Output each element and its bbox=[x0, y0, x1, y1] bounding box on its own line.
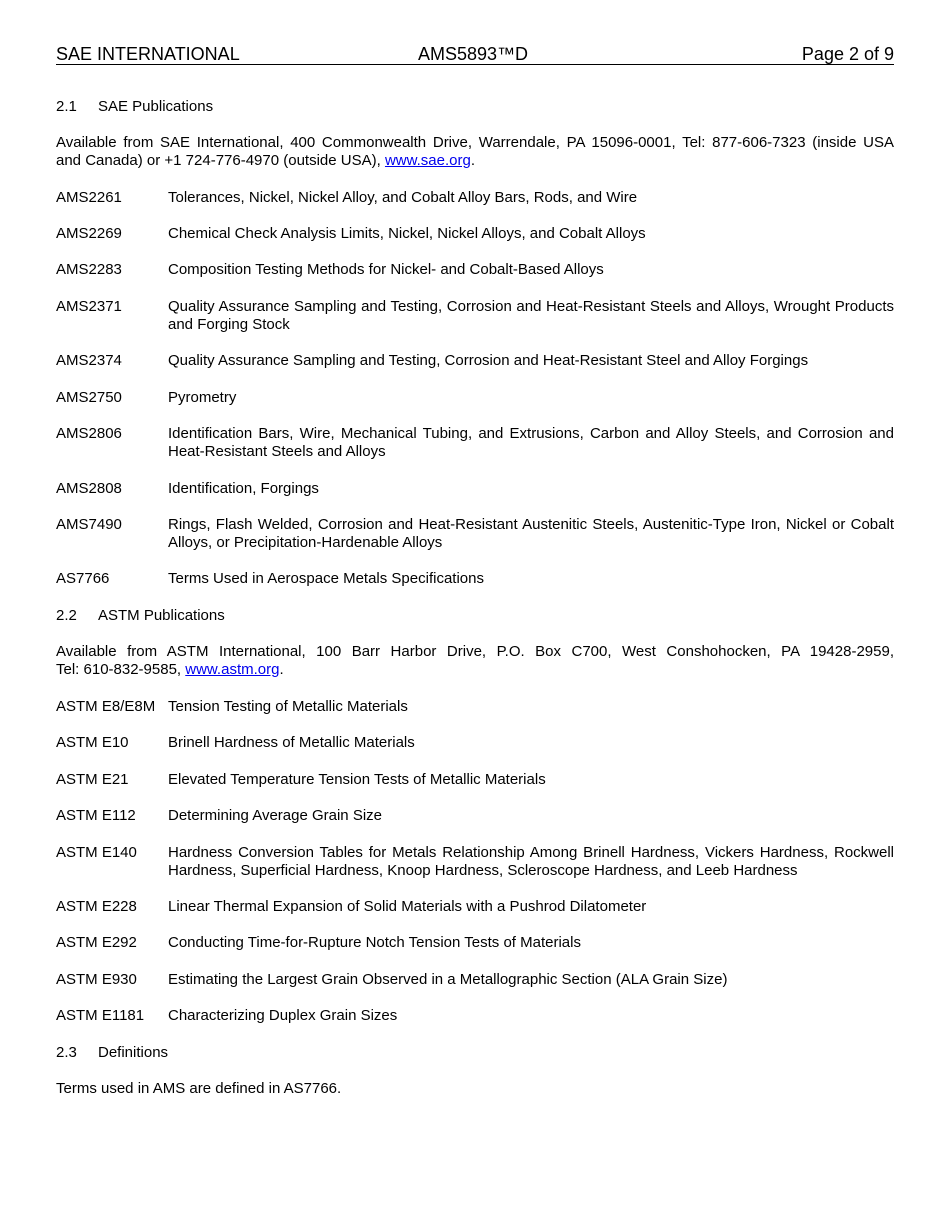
reference-item bbox=[56, 807, 894, 825]
reference-item bbox=[56, 570, 894, 588]
astm-availability-text: Tel: 610-832-9585, bbox=[56, 661, 186, 678]
reference-title: Characterizing Duplex Grain Sizes bbox=[168, 1007, 398, 1024]
definitions-paragraph: Terms used in AMS are defined in AS7766. bbox=[56, 1080, 342, 1097]
reference-code: AMS2806 bbox=[56, 425, 122, 442]
reference-item bbox=[56, 425, 894, 461]
astm-website-link[interactable]: www.astm.org bbox=[185, 661, 280, 678]
reference-title: Identification Bars, Wire, Mechanical Tubing, and Extrusions, Carbon and Alloy Steels, and Corrosion and Heat-Resistant Steels and Alloys bbox=[168, 425, 894, 460]
reference-title: Composition Testing Methods for Nickel- and Cobalt-Based Alloys bbox=[168, 261, 604, 278]
astm-link-suffix: . bbox=[279, 661, 284, 678]
reference-title: Conducting Time-for-Rupture Notch Tension Tests of Materials bbox=[168, 934, 581, 951]
reference-code: ASTM E21 bbox=[56, 771, 129, 788]
reference-code: ASTM E140 bbox=[56, 844, 137, 861]
reference-code: AMS2371 bbox=[56, 298, 122, 315]
reference-item bbox=[56, 298, 894, 334]
sae-website-link[interactable]: www.sae.org bbox=[384, 152, 471, 169]
section-number: 2.3 bbox=[56, 1044, 77, 1061]
section-title: Definitions bbox=[98, 1044, 169, 1061]
section-title: ASTM Publications bbox=[98, 607, 225, 624]
reference-title: Hardness Conversion Tables for Metals Relationship Among Brinell Hardness, Vickers Hardness, Rockwell Hardness, Superficial Hardness, Knoop Hardness, Scleroscope Hardness, and Leeb Hardness bbox=[168, 844, 894, 879]
reference-title: Brinell Hardness of Metallic Materials bbox=[168, 734, 415, 751]
sae-availability-paragraph bbox=[56, 134, 894, 170]
reference-code: AMS2269 bbox=[56, 225, 122, 242]
reference-code: AMS2283 bbox=[56, 261, 122, 278]
sae-availability-text: and Canada) or +1 724-776-4970 (outside USA), bbox=[56, 152, 385, 169]
header-organization: SAE INTERNATIONAL bbox=[56, 44, 240, 64]
reference-code: AMS2750 bbox=[56, 389, 122, 406]
reference-code: ASTM E8/E8M bbox=[56, 698, 156, 715]
section-number: 2.2 bbox=[56, 607, 77, 624]
page-header bbox=[56, 44, 894, 65]
sae-availability-line-2 bbox=[56, 152, 894, 170]
reference-item bbox=[56, 352, 894, 370]
reference-title: Tolerances, Nickel, Nickel Alloy, and Cobalt Alloy Bars, Rods, and Wire bbox=[168, 189, 638, 206]
section-number: 2.1 bbox=[56, 98, 77, 115]
reference-code: ASTM E10 bbox=[56, 734, 129, 751]
reference-title: Quality Assurance Sampling and Testing, Corrosion and Heat-Resistant Steels and Alloys, Wrought Products and Forging Stock bbox=[168, 298, 894, 333]
reference-title: Tension Testing of Metallic Materials bbox=[168, 698, 408, 715]
section-heading-sae bbox=[56, 98, 213, 116]
reference-title: Rings, Flash Welded, Corrosion and Heat-Resistant Austenitic Steels, Austenitic-Type Iron, Nickel or Cobalt Alloys, or Precipitation-Hardenable Alloys bbox=[168, 516, 894, 551]
sae-link-suffix: . bbox=[470, 152, 476, 169]
reference-title: Pyrometry bbox=[168, 389, 237, 406]
reference-title: Terms Used in Aerospace Metals Specifications bbox=[168, 570, 484, 587]
reference-item bbox=[56, 261, 894, 279]
reference-item bbox=[56, 516, 894, 552]
astm-availability-line-1: Available from ASTM International, 100 Barr Harbor Drive, P.O. Box C700, West Conshohocken, PA 19428-2959, bbox=[56, 643, 894, 660]
reference-code: AS7766 bbox=[56, 570, 110, 587]
section-heading-definitions bbox=[56, 1044, 168, 1062]
reference-code: ASTM E930 bbox=[56, 971, 137, 988]
reference-item bbox=[56, 844, 894, 880]
reference-item bbox=[56, 1007, 894, 1025]
reference-title: Identification, Forgings bbox=[168, 480, 319, 497]
astm-availability-paragraph bbox=[56, 643, 894, 679]
header-document-number: AMS5893™D bbox=[418, 44, 529, 64]
reference-title: Linear Thermal Expansion of Solid Materials with a Pushrod Dilatometer bbox=[168, 898, 647, 915]
reference-code: ASTM E112 bbox=[56, 807, 136, 824]
reference-item bbox=[56, 480, 894, 498]
reference-title: Chemical Check Analysis Limits, Nickel, Nickel Alloys, and Cobalt Alloys bbox=[168, 225, 646, 242]
reference-code: AMS2374 bbox=[56, 352, 122, 369]
reference-title: Elevated Temperature Tension Tests of Metallic Materials bbox=[168, 771, 546, 788]
reference-title: Determining Average Grain Size bbox=[168, 807, 382, 824]
reference-item bbox=[56, 189, 894, 207]
reference-code: AMS7490 bbox=[56, 516, 122, 533]
reference-item bbox=[56, 898, 894, 916]
reference-item bbox=[56, 225, 894, 243]
reference-item bbox=[56, 734, 894, 752]
astm-availability-line-2 bbox=[56, 661, 894, 679]
reference-code: ASTM E292 bbox=[56, 934, 137, 951]
section-title: SAE Publications bbox=[98, 98, 214, 115]
reference-title: Quality Assurance Sampling and Testing, Corrosion and Heat-Resistant Steel and Alloy Forgings bbox=[168, 352, 809, 369]
sae-availability-line-1: Available from SAE International, 400 Commonwealth Drive, Warrendale, PA 15096-0001, Tel: 877-606-7323 (inside USA bbox=[56, 134, 894, 151]
reference-code: AMS2808 bbox=[56, 480, 122, 497]
reference-item bbox=[56, 934, 894, 952]
section-heading-astm bbox=[56, 607, 225, 625]
reference-item bbox=[56, 389, 894, 407]
reference-code: AMS2261 bbox=[56, 189, 122, 206]
reference-code: ASTM E228 bbox=[56, 898, 137, 915]
reference-item bbox=[56, 698, 894, 716]
reference-code: ASTM E1181 bbox=[56, 1007, 145, 1024]
reference-title: Estimating the Largest Grain Observed in a Metallographic Section (ALA Grain Size) bbox=[168, 971, 728, 988]
header-page-number: Page 2 of 9 bbox=[801, 44, 894, 64]
reference-item bbox=[56, 971, 894, 989]
reference-item bbox=[56, 771, 894, 789]
